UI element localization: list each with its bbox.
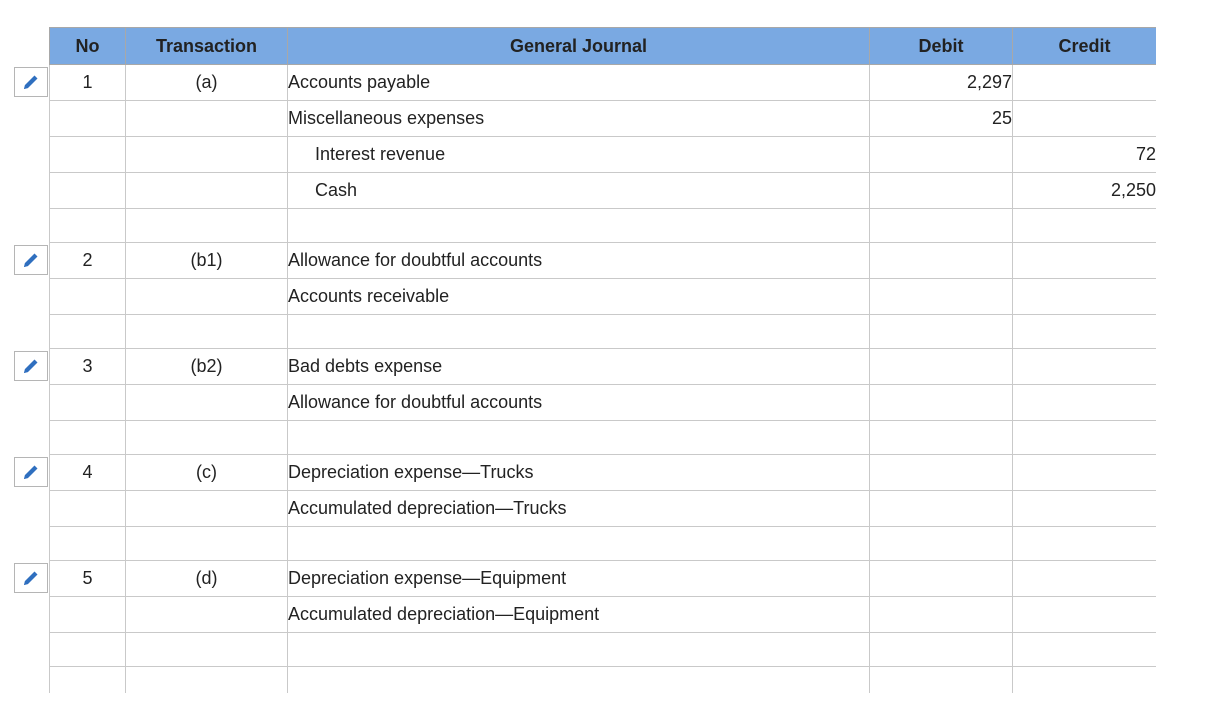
cell-no[interactable]: 4: [50, 455, 126, 491]
cell-credit[interactable]: [1013, 455, 1157, 491]
cell-credit[interactable]: [1013, 667, 1157, 694]
cell-credit[interactable]: [1013, 315, 1157, 349]
cell-account[interactable]: [288, 633, 870, 667]
cell-debit[interactable]: [870, 137, 1013, 173]
journal-row: [50, 385, 1157, 421]
cell-account[interactable]: [288, 421, 870, 455]
pencil-icon: [21, 72, 41, 92]
journal-row: [50, 315, 1157, 349]
cell-no[interactable]: [50, 597, 126, 633]
cell-debit[interactable]: [870, 243, 1013, 279]
journal-row: [50, 137, 1157, 173]
cell-credit[interactable]: [1013, 209, 1157, 243]
cell-account[interactable]: [288, 527, 870, 561]
edit-entry-button[interactable]: [14, 457, 48, 487]
cell-debit[interactable]: 25: [870, 101, 1013, 137]
cell-transaction[interactable]: (b2): [126, 349, 288, 385]
cell-credit[interactable]: [1013, 633, 1157, 667]
cell-credit[interactable]: 2,250: [1013, 173, 1157, 209]
cell-no[interactable]: 2: [50, 243, 126, 279]
cell-transaction[interactable]: (d): [126, 561, 288, 597]
cell-account[interactable]: Allowance for doubtful accounts: [288, 243, 870, 279]
cell-transaction[interactable]: [126, 279, 288, 315]
journal-row: [50, 633, 1157, 667]
entry-row: [50, 455, 1157, 491]
cell-transaction[interactable]: [126, 315, 288, 349]
journal-row: [50, 421, 1157, 455]
cell-transaction[interactable]: (b1): [126, 243, 288, 279]
cell-account[interactable]: [288, 315, 870, 349]
cell-debit[interactable]: [870, 349, 1013, 385]
cell-transaction[interactable]: [126, 173, 288, 209]
cell-account[interactable]: Bad debts expense: [288, 349, 870, 385]
pencil-icon: [21, 356, 41, 376]
cell-account[interactable]: Cash: [288, 173, 870, 209]
cell-transaction[interactable]: (c): [126, 455, 288, 491]
journal-table-container: [49, 27, 1156, 693]
cell-debit[interactable]: [870, 491, 1013, 527]
header-no: No: [50, 28, 126, 65]
cell-no[interactable]: [50, 527, 126, 561]
cell-no[interactable]: 5: [50, 561, 126, 597]
cell-transaction[interactable]: [126, 597, 288, 633]
cell-account[interactable]: Miscellaneous expenses: [288, 101, 870, 137]
cell-no[interactable]: [50, 421, 126, 455]
pencil-icon: [21, 568, 41, 588]
cell-debit[interactable]: [870, 561, 1013, 597]
journal-row: [50, 173, 1157, 209]
cell-no[interactable]: 3: [50, 349, 126, 385]
cell-no[interactable]: [50, 173, 126, 209]
cell-transaction[interactable]: [126, 385, 288, 421]
cell-no[interactable]: [50, 101, 126, 137]
cell-no[interactable]: [50, 279, 126, 315]
cell-no[interactable]: [50, 491, 126, 527]
cell-transaction[interactable]: [126, 491, 288, 527]
cell-account[interactable]: Accumulated depreciation—Equipment: [288, 597, 870, 633]
cell-credit[interactable]: [1013, 65, 1157, 101]
cell-debit[interactable]: [870, 385, 1013, 421]
entry-row: [50, 65, 1157, 101]
cell-debit[interactable]: [870, 633, 1013, 667]
cell-transaction[interactable]: [126, 101, 288, 137]
cell-credit[interactable]: [1013, 421, 1157, 455]
cell-debit[interactable]: [870, 209, 1013, 243]
cell-debit[interactable]: [870, 667, 1013, 694]
entry-row: [50, 561, 1157, 597]
cell-credit[interactable]: 72: [1013, 137, 1157, 173]
entry-row: [50, 243, 1157, 279]
cell-debit[interactable]: [870, 315, 1013, 349]
cell-debit[interactable]: [870, 279, 1013, 315]
cell-no[interactable]: [50, 315, 126, 349]
entry-row: [50, 349, 1157, 385]
cell-account[interactable]: Accounts payable: [288, 65, 870, 101]
cell-transaction[interactable]: [126, 633, 288, 667]
cell-transaction[interactable]: [126, 527, 288, 561]
cell-credit[interactable]: [1013, 385, 1157, 421]
cell-credit[interactable]: [1013, 597, 1157, 633]
journal-table: [49, 27, 1156, 693]
cell-transaction[interactable]: [126, 209, 288, 243]
cell-debit[interactable]: 2,297: [870, 65, 1013, 101]
header-row: [50, 28, 1157, 65]
journal-body: [50, 65, 1157, 694]
cell-debit[interactable]: [870, 597, 1013, 633]
cell-debit[interactable]: [870, 421, 1013, 455]
pencil-icon: [21, 250, 41, 270]
cell-no[interactable]: [50, 633, 126, 667]
cell-credit[interactable]: [1013, 243, 1157, 279]
cell-no[interactable]: [50, 385, 126, 421]
cell-credit[interactable]: [1013, 101, 1157, 137]
pencil-icon: [21, 462, 41, 482]
cell-credit[interactable]: [1013, 279, 1157, 315]
cell-no[interactable]: [50, 209, 126, 243]
cell-credit[interactable]: [1013, 561, 1157, 597]
cell-debit[interactable]: [870, 527, 1013, 561]
cell-account[interactable]: Depreciation expense—Equipment: [288, 561, 870, 597]
cell-account[interactable]: [288, 209, 870, 243]
edit-entry-button[interactable]: [14, 245, 48, 275]
edit-entry-button[interactable]: [14, 67, 48, 97]
cell-no[interactable]: [50, 137, 126, 173]
journal-row: [50, 279, 1157, 315]
cell-credit[interactable]: [1013, 491, 1157, 527]
journal-row: [50, 667, 1157, 694]
cell-account[interactable]: Allowance for doubtful accounts: [288, 385, 870, 421]
cell-account[interactable]: Depreciation expense—Trucks: [288, 455, 870, 491]
cell-account[interactable]: Accumulated depreciation—Trucks: [288, 491, 870, 527]
journal-row: [50, 209, 1157, 243]
edit-entry-button[interactable]: [14, 351, 48, 381]
cell-no[interactable]: 1: [50, 65, 126, 101]
cell-transaction[interactable]: [126, 421, 288, 455]
header-debit: Debit: [870, 28, 1013, 65]
cell-no[interactable]: [50, 667, 126, 694]
cell-transaction[interactable]: [126, 137, 288, 173]
cell-debit[interactable]: [870, 455, 1013, 491]
journal-row: [50, 597, 1157, 633]
journal-row: [50, 491, 1157, 527]
header-credit: Credit: [1013, 28, 1157, 65]
cell-transaction[interactable]: (a): [126, 65, 288, 101]
cell-account[interactable]: [288, 667, 870, 694]
header-transaction: Transaction: [126, 28, 288, 65]
cell-account[interactable]: Interest revenue: [288, 137, 870, 173]
cell-credit[interactable]: [1013, 349, 1157, 385]
header-general-journal: General Journal: [288, 28, 870, 65]
edit-entry-button[interactable]: [14, 563, 48, 593]
journal-row: [50, 101, 1157, 137]
journal-row: [50, 527, 1157, 561]
cell-transaction[interactable]: [126, 667, 288, 694]
cell-account[interactable]: Accounts receivable: [288, 279, 870, 315]
cell-credit[interactable]: [1013, 527, 1157, 561]
cell-debit[interactable]: [870, 173, 1013, 209]
